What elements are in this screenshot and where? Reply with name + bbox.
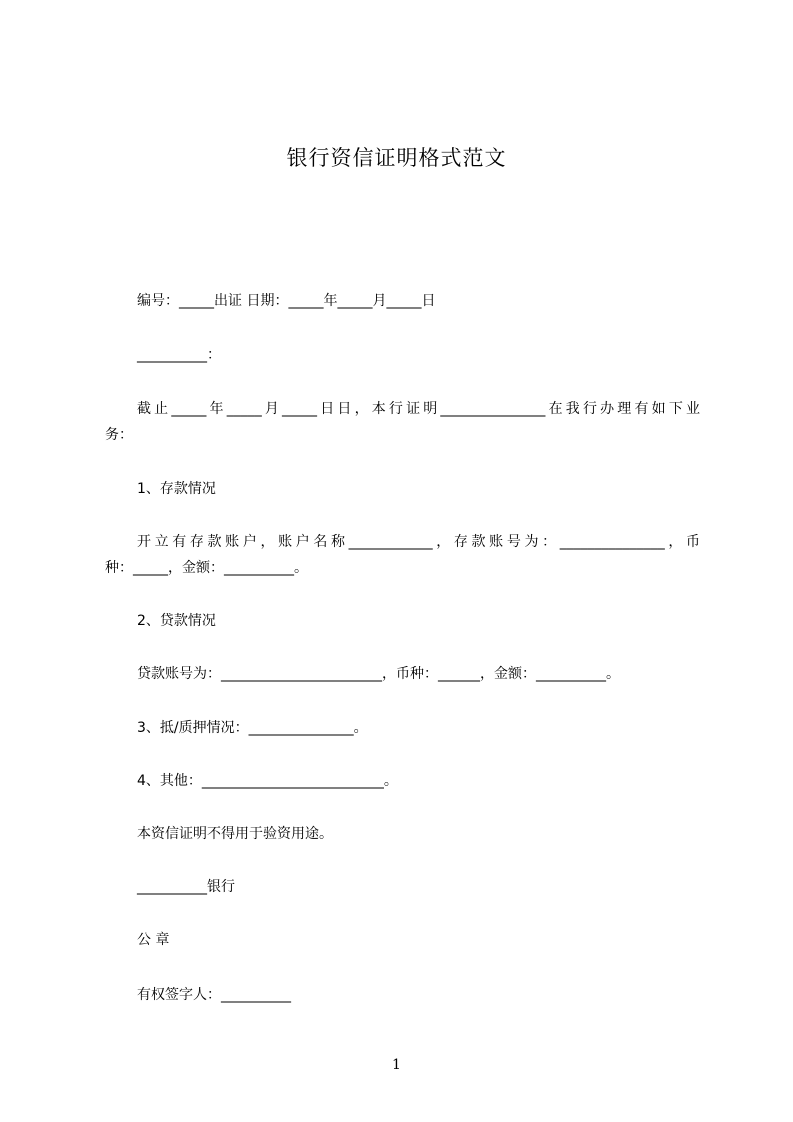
bank-line: __________银行: [137, 879, 235, 895]
statement-paragraph: [105, 396, 700, 448]
disclaimer-line: 本资信证明不得用于验资用途。: [137, 826, 333, 842]
deposit-heading: 1、存款情况: [137, 481, 216, 497]
seal-label: 公 章: [137, 932, 170, 948]
collateral-line: 3、抵/质押情况：_______________。: [137, 720, 368, 736]
deposit-paragraph: [105, 529, 700, 581]
page-number: 1: [392, 1057, 401, 1073]
document-title: 银行资信证明格式范文: [286, 146, 507, 170]
deposit-line-1: 开立有存款账户，账户名称____________，存款账号为：_______________，币: [137, 534, 700, 550]
addressee-line: __________：: [137, 347, 221, 363]
signatory-line: 有权签字人：__________: [137, 987, 291, 1003]
other-line: 4、其他：__________________________。: [137, 773, 398, 789]
deposit-line-2: 种：_____，金额：__________。: [105, 560, 308, 576]
loan-line: 贷款账号为：_______________________，币种：______，金额：__________。: [137, 666, 620, 682]
header-line: 编号：_____出证 日期：_____年_____月_____日: [137, 293, 436, 309]
statement-line-2: 务：: [105, 427, 133, 443]
statement-line-1: 截止_____年_____月_____日日，本行证明_______________在我行办理有如下业: [137, 401, 700, 417]
loan-heading: 2、贷款情况: [137, 613, 216, 629]
